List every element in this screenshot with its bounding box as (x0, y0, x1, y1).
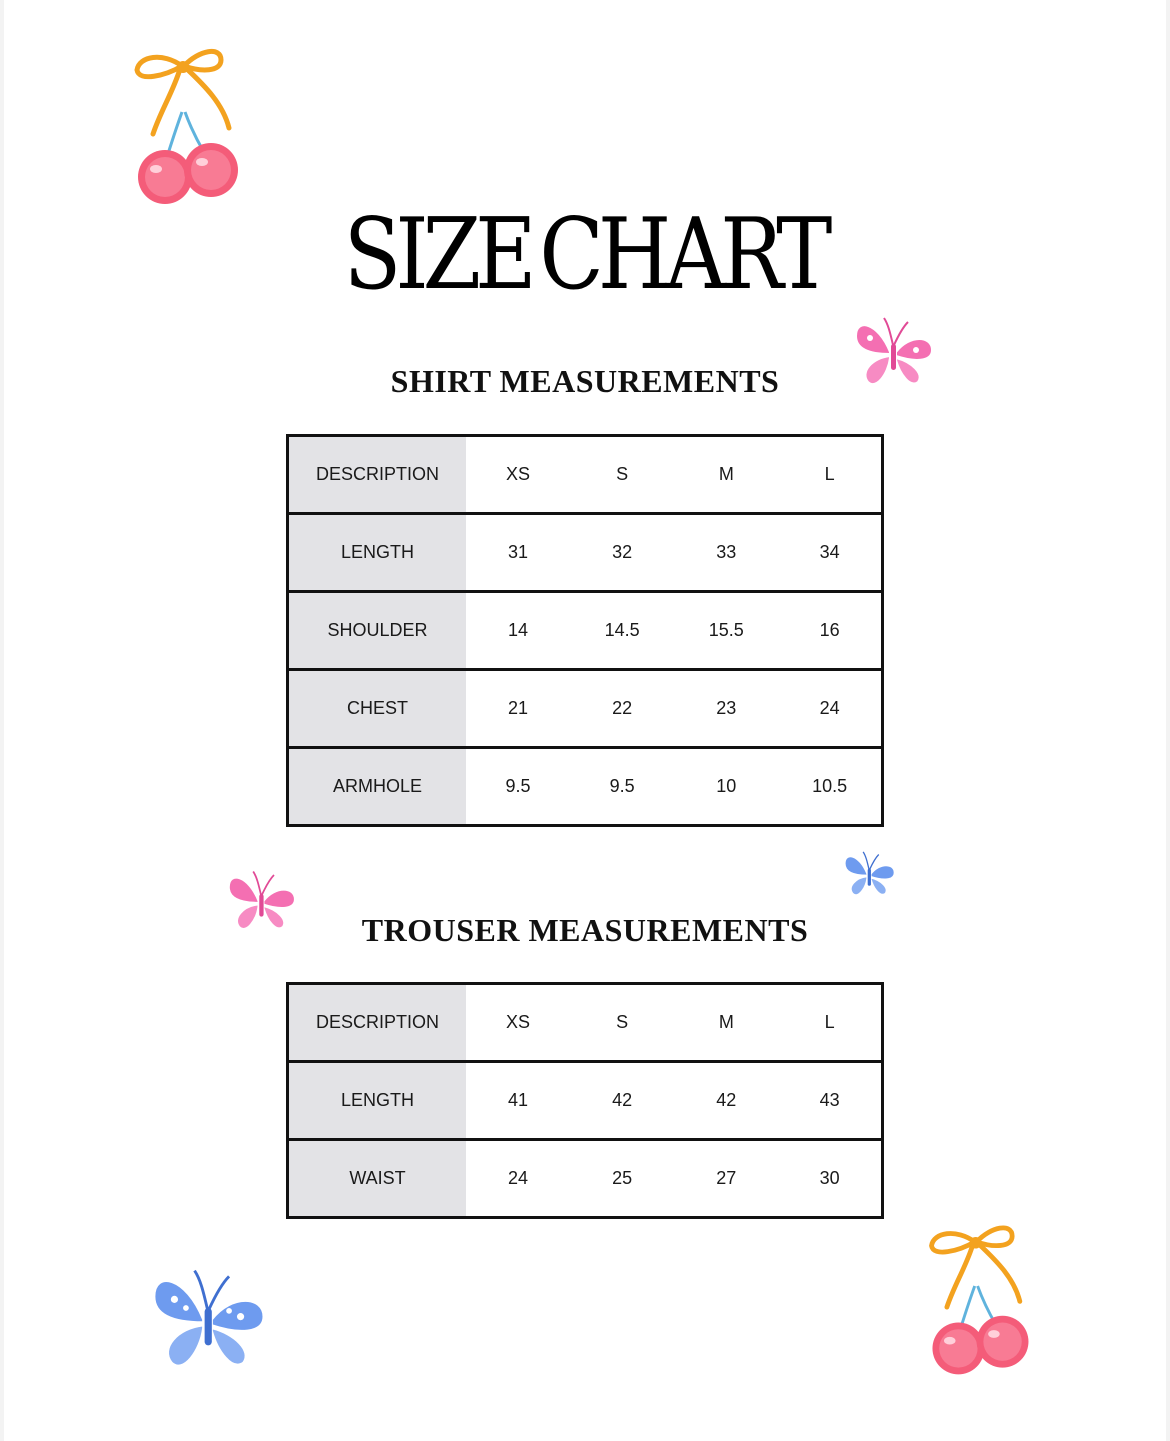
table-cell: 32 (570, 514, 674, 592)
table-cell: 25 (570, 1140, 674, 1218)
butterfly-icon (222, 866, 300, 936)
shirt-size-table (286, 434, 884, 827)
header-cell: L (778, 984, 882, 1062)
table-cell: 24 (466, 1140, 570, 1218)
table-cell: 15.5 (674, 592, 778, 670)
header-cell: DESCRIPTION (288, 436, 467, 514)
table-cell: 27 (674, 1140, 778, 1218)
butterfly-icon (838, 848, 900, 900)
table-header-row (288, 436, 883, 514)
table-cell: 23 (674, 670, 778, 748)
table-cell: 30 (778, 1140, 882, 1218)
table-row (288, 592, 883, 670)
header-cell: S (570, 984, 674, 1062)
table-cell: 9.5 (466, 748, 570, 826)
header-cell: S (570, 436, 674, 514)
header-cell: DESCRIPTION (288, 984, 467, 1062)
table-row (288, 1062, 883, 1140)
header-cell: M (674, 984, 778, 1062)
row-label: SHOULDER (288, 592, 467, 670)
butterfly-icon (848, 312, 938, 392)
table-cell: 16 (778, 592, 882, 670)
table-cell: 43 (778, 1062, 882, 1140)
table-row (288, 670, 883, 748)
table-cell: 9.5 (570, 748, 674, 826)
table-cell: 33 (674, 514, 778, 592)
row-label: ARMHOLE (288, 748, 467, 826)
table-cell: 42 (570, 1062, 674, 1140)
table-cell: 14.5 (570, 592, 674, 670)
table-cell: 10 (674, 748, 778, 826)
table-cell: 10.5 (778, 748, 882, 826)
shirt-section-title: SHIRT MEASUREMENTS (390, 363, 780, 399)
row-label: LENGTH (288, 514, 467, 592)
table-cell: 24 (778, 670, 882, 748)
header-cell: M (674, 436, 778, 514)
butterfly-icon (140, 1262, 275, 1377)
table-cell: 42 (674, 1062, 778, 1140)
row-label: LENGTH (288, 1062, 467, 1140)
header-cell: L (778, 436, 882, 514)
page-title: SIZE CHART (343, 198, 827, 312)
row-label: WAIST (288, 1140, 467, 1218)
table-row (288, 748, 883, 826)
table-cell: 14 (466, 592, 570, 670)
cherry-bow-icon (125, 42, 250, 207)
trouser-section-title: TROUSER MEASUREMENTS (361, 912, 809, 948)
table-header-row (288, 984, 883, 1062)
table-row (288, 514, 883, 592)
row-label: CHEST (288, 670, 467, 748)
table-cell: 41 (466, 1062, 570, 1140)
table-cell: 21 (466, 670, 570, 748)
trouser-size-table (286, 982, 884, 1219)
table-cell: 22 (570, 670, 674, 748)
header-cell: XS (466, 436, 570, 514)
header-cell: XS (466, 984, 570, 1062)
table-cell: 34 (778, 514, 882, 592)
table-cell: 31 (466, 514, 570, 592)
cherry-bow-icon (920, 1218, 1040, 1378)
table-row (288, 1140, 883, 1218)
